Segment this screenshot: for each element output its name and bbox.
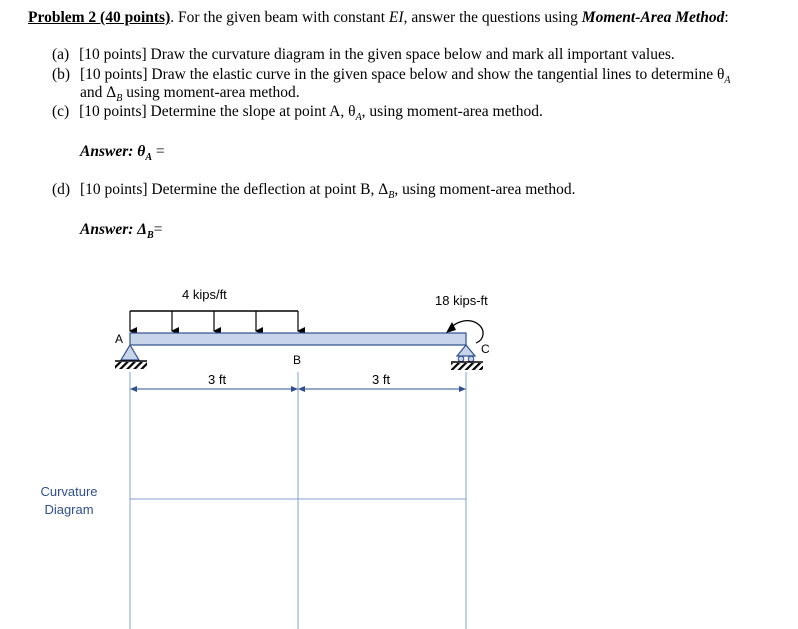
curvature-diagram-label bbox=[30, 483, 108, 519]
span-right-label: 3 ft bbox=[372, 372, 391, 387]
part-b-tag: (b) bbox=[52, 66, 71, 83]
problem-title: Problem 2 (40 points) bbox=[28, 9, 171, 26]
answer-delta-symbol: Δ bbox=[137, 221, 148, 238]
curvature-grid bbox=[130, 372, 466, 629]
moment-label: 18 kips-ft bbox=[435, 293, 488, 308]
part-c-sub: A bbox=[355, 112, 362, 124]
curvature-label-line2: Diagram bbox=[44, 502, 94, 517]
answer-theta: Answer: $\theta_A$ = bbox=[80, 143, 165, 164]
part-d-text: [10 points] Determine the deflection at point B, Δ bbox=[79, 181, 389, 198]
point-c-label: C bbox=[481, 342, 490, 356]
answer-delta: Answer: $\Delta_B=$ bbox=[80, 221, 163, 242]
part-c-tag: (c) bbox=[52, 103, 70, 120]
part-c-text: [10 points] Determine the slope at point A, θ bbox=[79, 103, 356, 120]
pin-support-a bbox=[115, 345, 147, 369]
part-b-line2-pre: and Δ bbox=[80, 84, 117, 101]
point-a-label: A bbox=[115, 332, 124, 346]
answer-theta-label: Answer bbox=[80, 143, 129, 160]
answer-theta-sub: A bbox=[145, 152, 153, 164]
curvature-label-line1: Curvature bbox=[40, 484, 98, 499]
part-b-sub: A bbox=[724, 75, 731, 87]
problem-intro-2: , answer the questions using bbox=[403, 9, 582, 26]
problem-intro-1: . For the given beam with constant bbox=[170, 9, 389, 26]
moment-arrowhead bbox=[446, 322, 456, 333]
part-b-line2-sub: B bbox=[116, 93, 123, 105]
beam bbox=[130, 333, 466, 345]
distributed-load bbox=[130, 311, 298, 331]
span-left-label: 3 ft bbox=[208, 372, 227, 387]
answer-delta-sub: B bbox=[147, 230, 154, 242]
ei-symbol: EI bbox=[388, 9, 404, 26]
part-d-tag: (d) bbox=[52, 181, 71, 198]
load-label: 4 kips/ft bbox=[182, 287, 227, 302]
roller-support-c bbox=[451, 345, 483, 370]
part-b-line2-post: using moment-area method. bbox=[122, 84, 300, 101]
answer-theta-symbol: θ bbox=[137, 143, 146, 160]
part-c-post: , using moment-area method. bbox=[361, 103, 543, 120]
method-name: Moment-Area Method bbox=[581, 9, 725, 26]
part-b-text: [10 points] Draw the elastic curve in the given space below and show the tangential lines to determine θ bbox=[79, 66, 725, 83]
answer-delta-eq: = bbox=[153, 221, 163, 238]
part-d-post: , using moment-area method. bbox=[394, 181, 576, 198]
point-b-label: B bbox=[293, 353, 302, 367]
part-a-tag: (a) bbox=[52, 46, 70, 63]
part-a-text: [10 points] Draw the curvature diagram in the given space below and mark all important values. bbox=[79, 46, 675, 63]
answer-delta-label: Answer bbox=[80, 221, 129, 238]
answer-theta-eq: = bbox=[152, 143, 165, 160]
problem-intro-3: : bbox=[724, 9, 729, 26]
part-d-sub: B bbox=[388, 190, 395, 202]
